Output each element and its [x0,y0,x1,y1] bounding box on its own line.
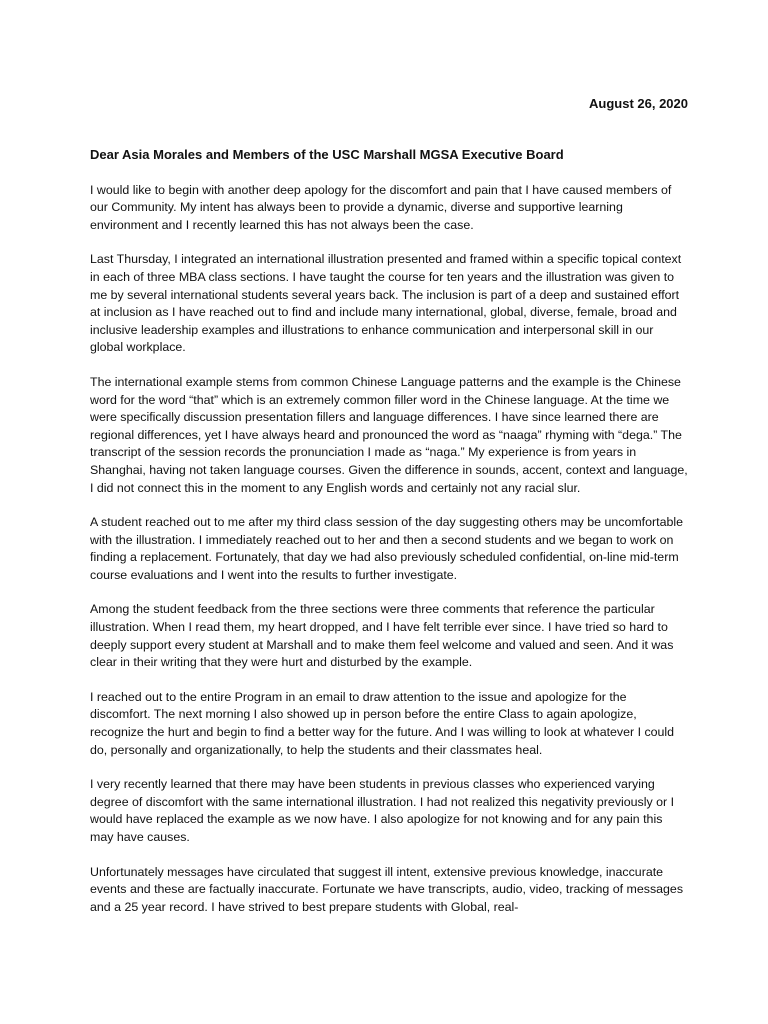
letter-salutation: Dear Asia Morales and Members of the USC Marshall MGSA Executive Board [90,147,564,162]
letter-paragraph-4: A student reached out to me after my third class session of the day suggesting others may be uncomfortable with the illustration. I immediately reached out to her and then a second students and we began to work on finding a replacement. Fortunately, that day we had also previously scheduled confidential, on-line mid-term course evaluations and I went into the results to further investigate. [90,515,684,582]
letter-date: August 26, 2020 [589,96,688,111]
letter-paragraph-2: Last Thursday, I integrated an international illustration presented and framed within a specific topical context in each of three MBA class sections. I have taught the course for ten years and the illustration was given to me by several international students several years back. The inclusion is part of a deep and sustained effort at inclusion as I have reached out to find and include many international, global, diverse, female, broad and inclusive leadership examples and illustrations to enhance communication and interpersonal skill in our global workplace. [90,252,682,355]
letter-paragraph-1: I would like to begin with another deep apology for the discomfort and pain that I have caused members of our Community. My intent has always been to provide a dynamic, diverse and supportive learning environment and I recently learned this has not always been the case. [90,182,672,232]
letter-body [90,146,688,916]
letter-paragraph-6: I reached out to the entire Program in an email to draw attention to the issue and apologize for the discomfort. The next morning I also showed up in person before the entire Class to again apologize, recognize the hurt and begin to find a better way for the future. And I was willing to look at whatever I could do, personally and organizationally, to help the students and their classmates heal. [90,689,675,757]
letter-paragraph-3: The international example stems from common Chinese Language patterns and the example is the Chinese word for the word “that” which is an extremely common filler word in the Chinese language. At the time we were specifically discussion presentation fillers and language differences. I have since learned there are regional differences, yet I have always heard and pronounced the word as “naaga” rhyming with “dega.” The transcript of the session records the pronunciation I made as “naga.” My experience is from years in Shanghai, having not taken language courses. Given the difference in sounds, accent, context and language, I did not connect this in the moment to any English words and certainly not any racial slur. [90,374,688,495]
letter-paragraph-5: Among the student feedback from the three sections were three comments that reference the particular illustration. When I read them, my heart dropped, and I have felt terrible ever since. I have tried so hard to deeply support every student at Marshall and to make them feel welcome and valued and seen. And it was clear in their writing that they were hurt and disturbed by the example. [90,602,674,670]
letter-paragraph-7: I very recently learned that there may have been students in previous classes who experienced varying degree of discomfort with the same international illustration. I had not realized this negativity previously or I would have replaced the example as we now have. I also apologize for not knowing and for any pain this may have causes. [90,777,675,844]
letter-paragraph-8: Unfortunately messages have circulated that suggest ill intent, extensive previous knowledge, inaccurate events and these are factually inaccurate. Fortunate we have transcripts, audio, video, tracking of messages and a 25 year record. I have strived to best prepare students with Global, real- [90,864,684,914]
